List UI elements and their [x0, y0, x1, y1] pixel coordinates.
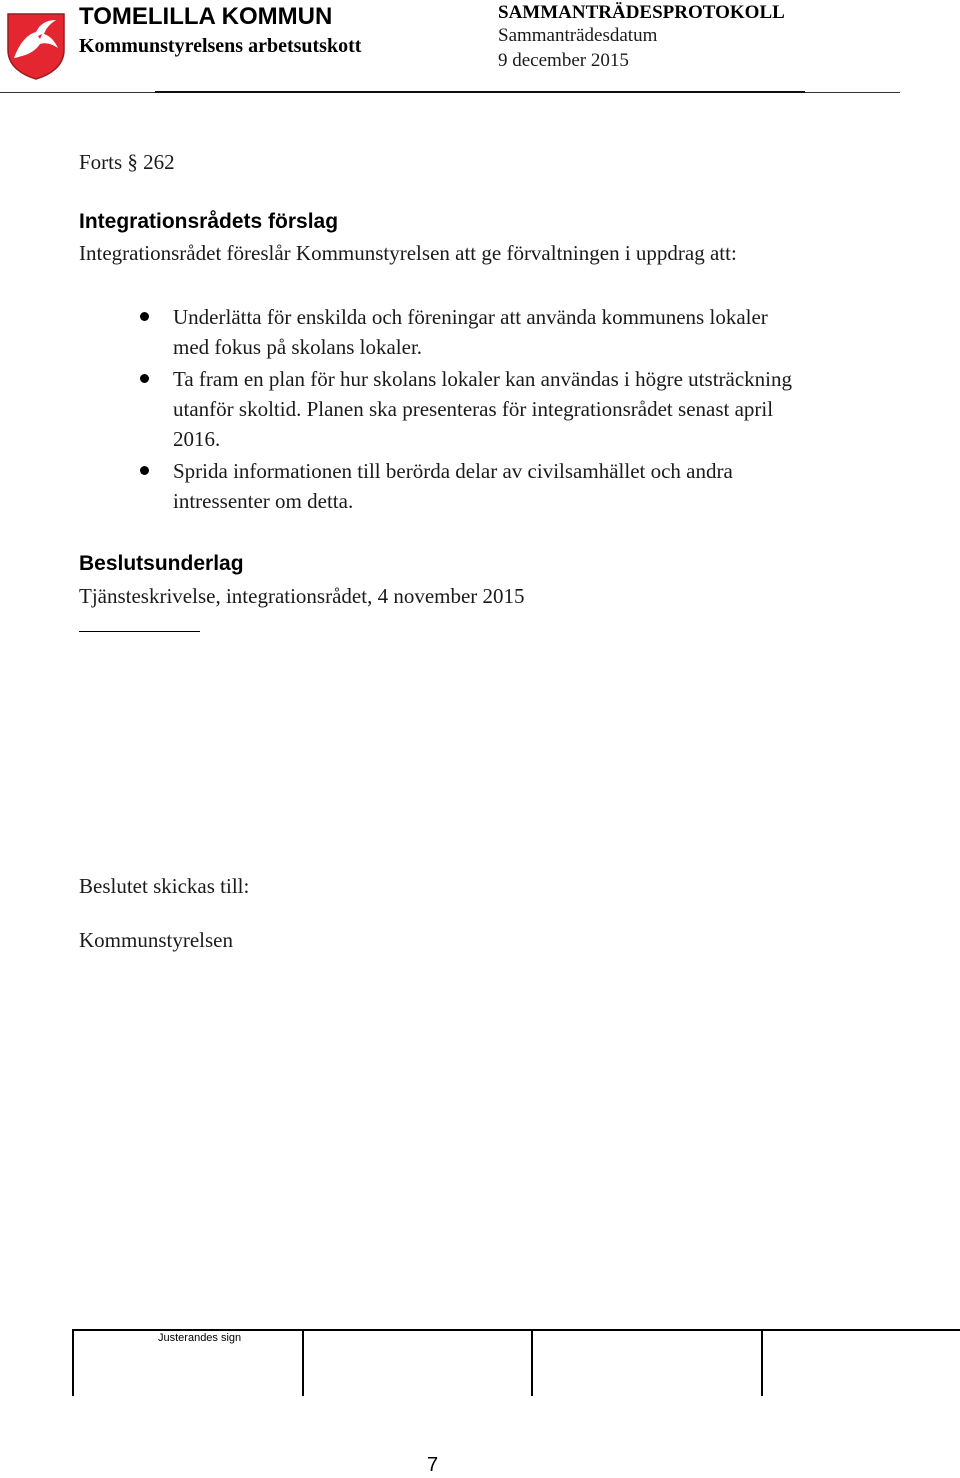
list-item [79, 302, 809, 362]
list-item-text: Sprida informationen till berörda delar av civilsamhället och andra intressenter om detta. [173, 459, 733, 513]
header-divider-bold [155, 91, 805, 93]
decision-basis-heading: Beslutsunderlag [79, 552, 244, 575]
page-number: 7 [427, 1454, 439, 1476]
proposal-bullet-list [79, 302, 809, 518]
proposal-intro: Integrationsrådet föreslår Kommunstyrelsen att ge förvaltningen i uppdrag att: [79, 241, 737, 265]
list-item [79, 456, 809, 516]
list-item [79, 364, 809, 454]
meeting-date-label: Sammanträdesdatum [498, 25, 658, 46]
proposal-heading: Integrationsrådets förslag [79, 210, 339, 233]
signature-box-divider [761, 1329, 763, 1396]
organization-name: TOMELILLA KOMMUN [79, 3, 333, 30]
signature-box-divider [531, 1329, 533, 1396]
list-item-text: Ta fram en plan för hur skolans lokaler kan användas i högre utsträckning utanför skoltid. Planen ska presenteras för integrationsrådet senast april 2016. [173, 367, 792, 451]
bullet-icon [140, 312, 149, 321]
bullet-icon [140, 466, 149, 475]
distribution-label: Beslutet skickas till: [79, 874, 250, 898]
signature-box-divider [302, 1329, 304, 1396]
section-end-rule [79, 631, 200, 632]
distribution-recipient: Kommunstyrelsen [79, 928, 233, 952]
organization-unit: Kommunstyrelsens arbetsutskott [79, 35, 362, 57]
signature-label: Justerandes sign [158, 1332, 242, 1344]
signature-box-divider [72, 1329, 74, 1396]
bullet-icon [140, 374, 149, 383]
section-reference: Forts § 262 [79, 150, 175, 174]
meeting-date-value: 9 december 2015 [498, 50, 629, 71]
list-item-text: Underlätta för enskilda och föreningar att använda kommunens lokaler med fokus på skolans lokaler. [173, 305, 768, 359]
document-type: SAMMANTRÄDESPROTOKOLL [498, 2, 785, 23]
decision-basis-text: Tjänsteskrivelse, integrationsrådet, 4 november 2015 [79, 584, 525, 608]
coat-of-arms-logo-icon [6, 12, 66, 80]
